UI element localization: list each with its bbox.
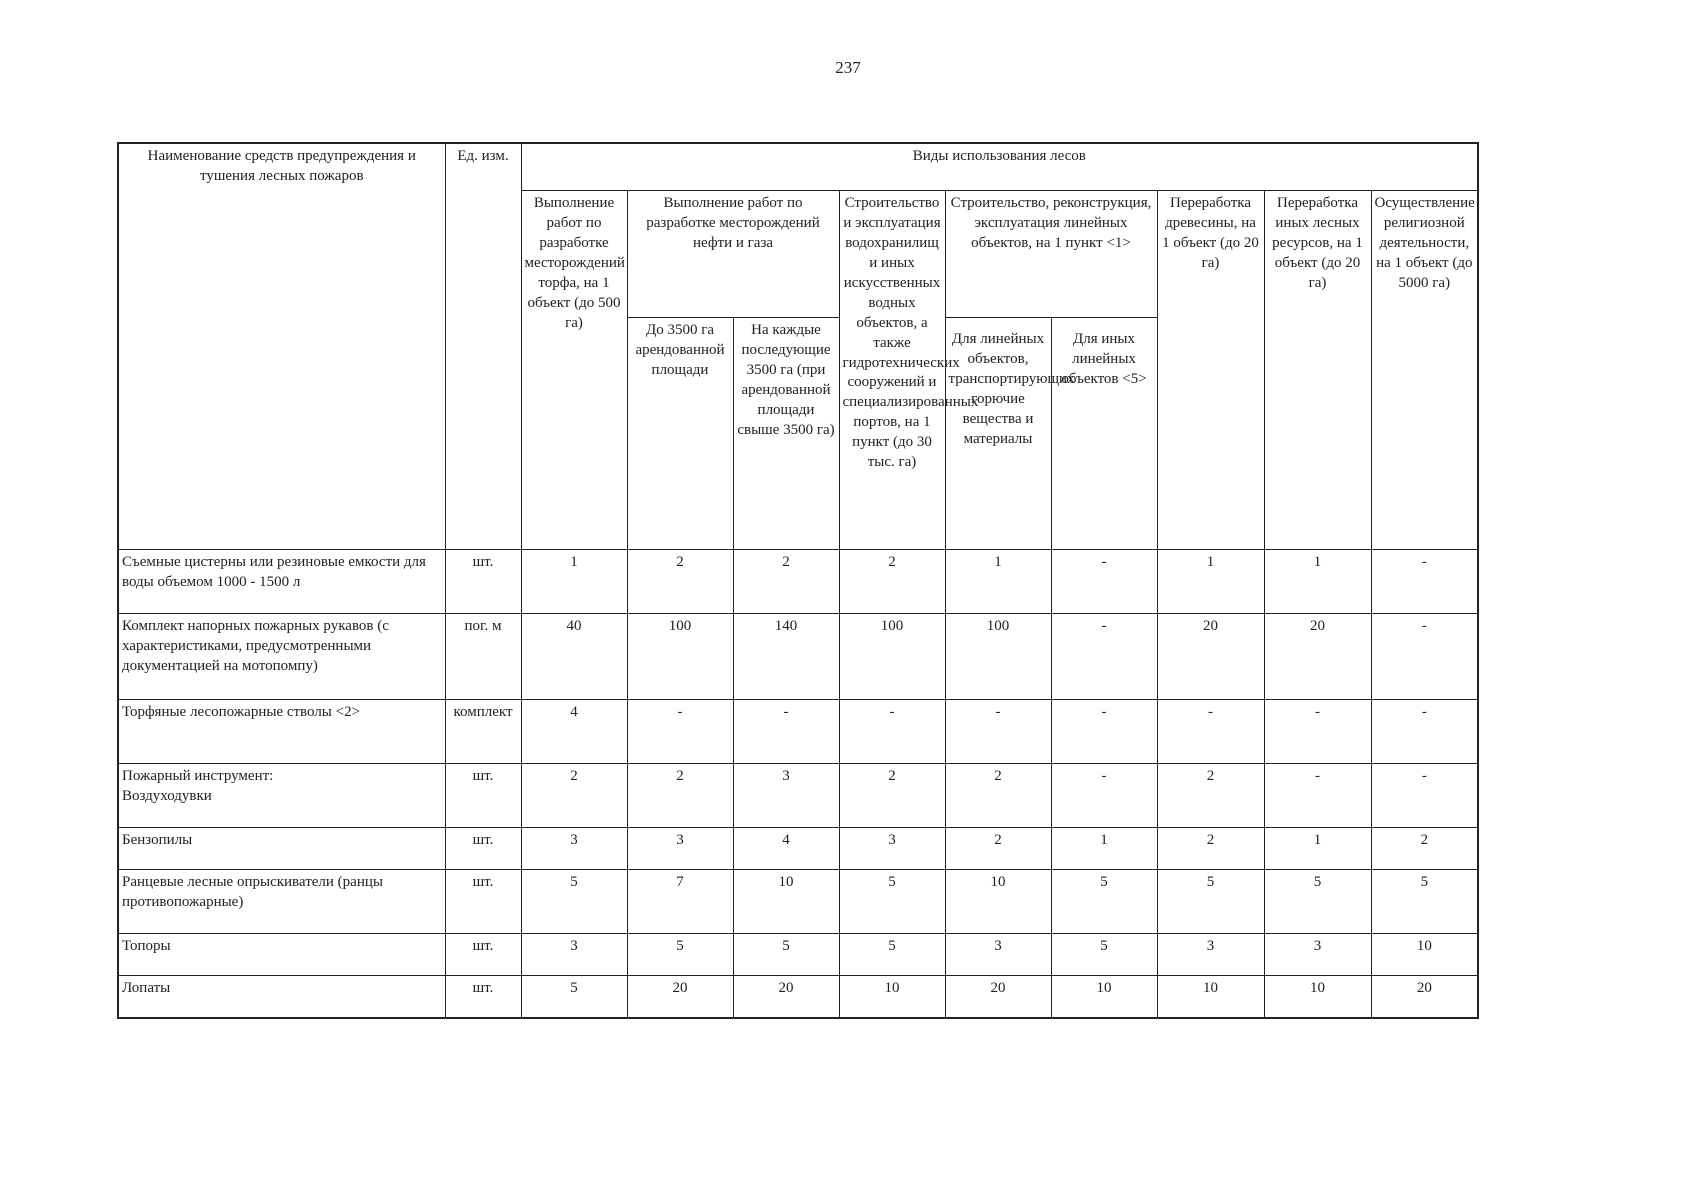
table-row (118, 828, 1478, 870)
row-value: 2 (1157, 764, 1264, 828)
row-value: 2 (1157, 828, 1264, 870)
row-value: 20 (627, 976, 733, 1018)
row-value: 2 (945, 764, 1051, 828)
row-value: 20 (1371, 976, 1478, 1018)
row-value: - (945, 700, 1051, 764)
row-value: 5 (521, 976, 627, 1018)
row-value: 2 (1371, 828, 1478, 870)
row-value: 10 (839, 976, 945, 1018)
table-row (118, 764, 1478, 828)
row-unit: шт. (445, 870, 521, 934)
row-name: Пожарный инструмент: Воздуходувки (118, 764, 445, 828)
row-value: 3 (627, 828, 733, 870)
row-unit: шт. (445, 976, 521, 1018)
row-value: 2 (945, 828, 1051, 870)
row-unit: шт. (445, 550, 521, 614)
page-number: 237 (835, 58, 861, 77)
row-value: 1 (1157, 550, 1264, 614)
row-value: 5 (733, 934, 839, 976)
row-value: 1 (1264, 828, 1371, 870)
row-value: - (1371, 700, 1478, 764)
row-value: 7 (627, 870, 733, 934)
row-name: Съемные цистерны или резиновые емкости для воды объемом 1000 - 1500 л (118, 550, 445, 614)
row-value: 5 (839, 934, 945, 976)
row-name: Комплект напорных пожарных рукавов (с характеристиками, предусмотренными документацией на мотопомпу) (118, 614, 445, 700)
row-value: 5 (839, 870, 945, 934)
row-value: 2 (839, 764, 945, 828)
row-value: - (1371, 764, 1478, 828)
header-unit: Ед. изм. (445, 143, 521, 550)
row-value: 100 (839, 614, 945, 700)
row-name: Топоры (118, 934, 445, 976)
row-value: - (1264, 700, 1371, 764)
row-value: - (1051, 764, 1157, 828)
row-value: 10 (1051, 976, 1157, 1018)
row-unit: комплект (445, 700, 521, 764)
header-religious: Осуществление религиозной деятельности, на 1 объект (до 5000 га) (1371, 191, 1478, 550)
header-reservoirs: Строительство и эксплуатация водохранилищ и иных искусственных водных объектов, а также гидротехнических сооружений и специализированных портов, на 1 пункт (до 30 тыс. га) (839, 191, 945, 550)
row-value: 3 (1264, 934, 1371, 976)
row-name: Торфяные лесопожарные стволы <2> (118, 700, 445, 764)
row-value: 2 (839, 550, 945, 614)
row-value: 100 (627, 614, 733, 700)
row-name: Ранцевые лесные опрыскиватели (ранцы противопожарные) (118, 870, 445, 934)
row-value: 3 (945, 934, 1051, 976)
header-name: Наименование средств предупреждения и тушения лесных пожаров (118, 143, 445, 550)
row-value: - (627, 700, 733, 764)
row-value: 3 (733, 764, 839, 828)
table-row (118, 614, 1478, 700)
header-linear-1: Для линейных объектов, транспортирующих горючие вещества и материалы (945, 318, 1051, 550)
row-value: - (1264, 764, 1371, 828)
row-value: 4 (521, 700, 627, 764)
row-value: 5 (627, 934, 733, 976)
row-unit: шт. (445, 764, 521, 828)
row-value: 140 (733, 614, 839, 700)
row-value: 40 (521, 614, 627, 700)
header-oilgas-2: На каждые последующие 3500 га (при арендованной площади свыше 3500 га) (733, 318, 839, 550)
row-value: 5 (1371, 870, 1478, 934)
row-value: 4 (733, 828, 839, 870)
row-unit: пог. м (445, 614, 521, 700)
row-value: 3 (521, 934, 627, 976)
row-value: 10 (945, 870, 1051, 934)
row-value: 5 (1051, 934, 1157, 976)
table-row (118, 976, 1478, 1018)
row-name: Бензопилы (118, 828, 445, 870)
row-value: 20 (1264, 614, 1371, 700)
header-group-forest-use: Виды использования лесов (521, 143, 1478, 191)
row-value: 5 (1264, 870, 1371, 934)
row-value: 2 (521, 764, 627, 828)
table-body (118, 550, 1478, 1018)
header-group-linear: Строительство, реконструкция, эксплуатация линейных объектов, на 1 пункт <1> (945, 191, 1157, 318)
row-value: 100 (945, 614, 1051, 700)
row-value: 20 (945, 976, 1051, 1018)
row-value: 1 (945, 550, 1051, 614)
row-value: 20 (733, 976, 839, 1018)
row-value: - (1051, 700, 1157, 764)
header-peat: Выполнение работ по разработке месторождений торфа, на 1 объект (до 500 га) (521, 191, 627, 550)
row-value: - (733, 700, 839, 764)
header-other-resources: Переработка иных лесных ресурсов, на 1 объект (до 20 га) (1264, 191, 1371, 550)
row-value: 5 (1051, 870, 1157, 934)
row-value: - (1157, 700, 1264, 764)
table-row (118, 700, 1478, 764)
row-value: - (839, 700, 945, 764)
row-value: 10 (733, 870, 839, 934)
row-value: - (1051, 550, 1157, 614)
header-group-oilgas: Выполнение работ по разработке месторождений нефти и газа (627, 191, 839, 318)
row-value: 2 (627, 550, 733, 614)
row-value: - (1051, 614, 1157, 700)
header-oilgas-1: До 3500 га арендованной площади (627, 318, 733, 550)
table-row (118, 934, 1478, 976)
row-name: Лопаты (118, 976, 445, 1018)
row-value: 5 (521, 870, 627, 934)
row-value: 1 (1264, 550, 1371, 614)
row-value: 10 (1157, 976, 1264, 1018)
row-value: - (1371, 614, 1478, 700)
row-value: - (1371, 550, 1478, 614)
row-unit: шт. (445, 828, 521, 870)
row-value: 10 (1264, 976, 1371, 1018)
row-value: 3 (1157, 934, 1264, 976)
table-row (118, 550, 1478, 614)
row-value: 3 (839, 828, 945, 870)
row-value: 10 (1371, 934, 1478, 976)
row-value: 1 (1051, 828, 1157, 870)
row-value: 1 (521, 550, 627, 614)
header-wood: Переработка древесины, на 1 объект (до 20 га) (1157, 191, 1264, 550)
row-value: 2 (627, 764, 733, 828)
fire-equipment-table (117, 142, 1479, 1019)
row-value: 3 (521, 828, 627, 870)
row-value: 2 (733, 550, 839, 614)
header-linear-2: Для иных линейных объектов <5> (1051, 318, 1157, 550)
table-row (118, 870, 1478, 934)
row-value: 5 (1157, 870, 1264, 934)
row-unit: шт. (445, 934, 521, 976)
row-value: 20 (1157, 614, 1264, 700)
